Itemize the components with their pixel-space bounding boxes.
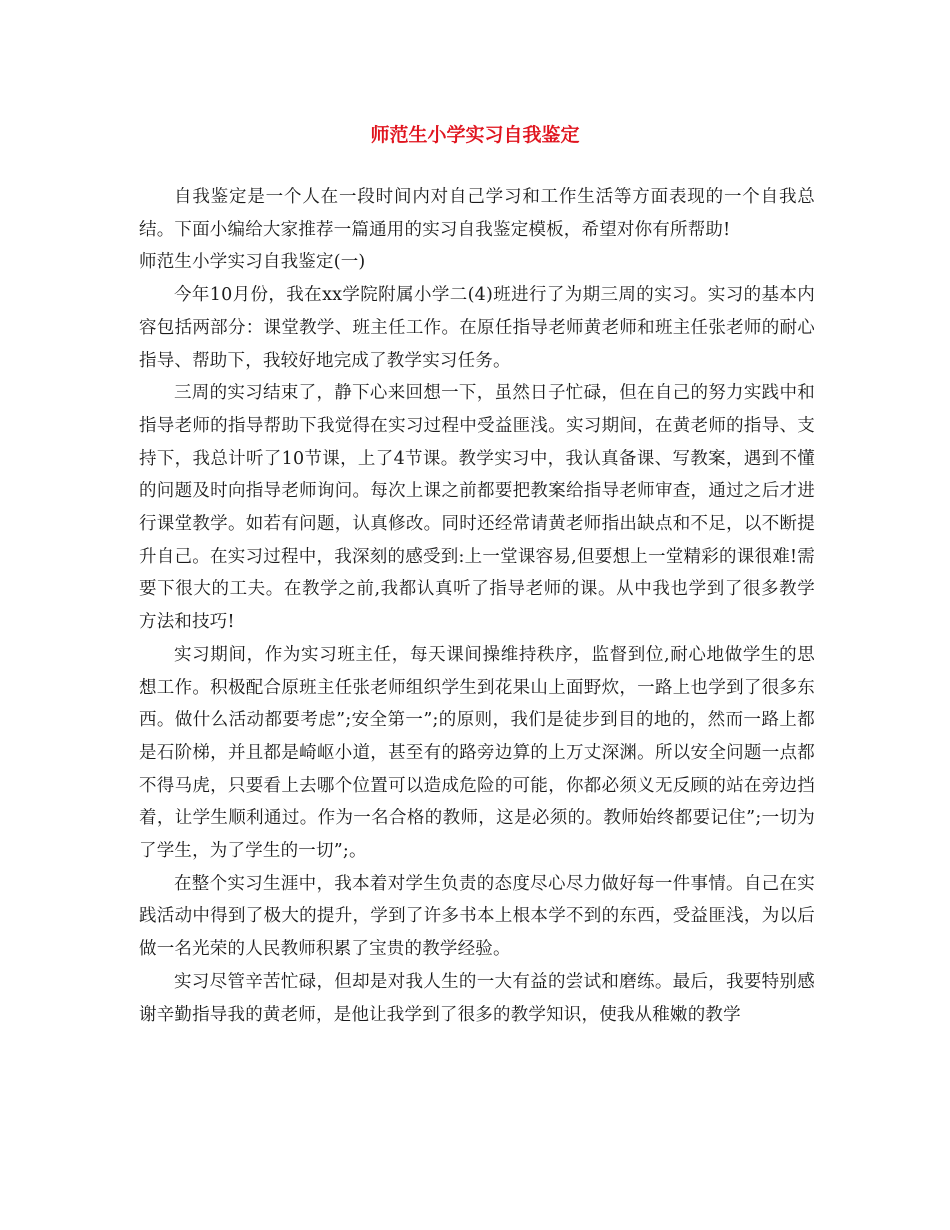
body-paragraph-2: 三周的实习结束了，静下心来回想一下，虽然日子忙碌，但在自己的努力实践中和指导老师的指导帮助下我觉得在实习过程中受益匪浅。实习期间，在黄老师的指导、支持下，我总计听了10节课，上了4节课。教学实习中，我认真备课、写教案，遇到不懂的问题及时向指导老师询问。每次上课之前都要把教案给指导老师审查，通过之后才进行课堂教学。如若有问题，认真修改。同时还经常请黄老师指出缺点和不足，以不断提升自己。在实习过程中，我深刻的感受到:上一堂课容易,但要想上一堂精彩的课很难!需要下很大的工夫。在教学之前,我都认真听了指导老师的课。从中我也学到了很多教学方法和技巧! [139,383,815,633]
body-paragraph-3: 实习期间，作为实习班主任，每天课间操维持秩序，监督到位,耐心地做学生的思想工作。积极配合原班主任张老师组织学生到花果山上面野炊，一路上也学到了很多东西。做什么活动都要考虑”;安全第一”;的原则，我们是徒步到目的地的，然而一路上都是石阶梯，并且都是崎岖小道，甚至有的路旁边算的上万丈深渊。所以安全问题一点都不得马虎，只要看上去哪个位置可以造成危险的可能，你都必须义无反顾的站在旁边挡着，让学生顺利通过。作为一名合格的教师，这是必须的。教师始终都要记住”;一切为了学生，为了学生的一切”;。 [139,644,815,862]
body-paragraph-1: 今年10月份，我在xx学院附属小学二(4)班进行了为期三周的实习。实习的基本内容包括两部分：课堂教学、班主任工作。在原任指导老师黄老师和班主任张老师的耐心指导、帮助下，我较好地完成了教学实习任务。 [139,285,815,371]
body-paragraph-4: 在整个实习生涯中，我本着对学生负责的态度尽心尽力做好每一件事情。自己在实践活动中得到了极大的提升，学到了许多书本上根本学不到的东西，受益匪浅，为以后做一名光荣的人民教师积累了宝贵的教学经验。 [139,873,815,960]
document-body [139,181,815,1031]
section-heading: 师范生小学实习自我鉴定(一) [139,252,366,273]
body-paragraph-5: 实习尽管辛苦忙碌，但却是对我人生的一大有益的尝试和磨练。最后，我要特别感谢辛勤指导我的黄老师，是他让我学到了很多的教学知识，使我从稚嫩的教学 [139,971,815,1025]
page-title: 师范生小学实习自我鉴定 [370,124,580,146]
intro-paragraph: 自我鉴定是一个人在一段时间内对自己学习和工作生活等方面表现的一个自我总结。下面小编给大家推荐一篇通用的实习自我鉴定模板，希望对你有所帮助! [139,187,815,240]
